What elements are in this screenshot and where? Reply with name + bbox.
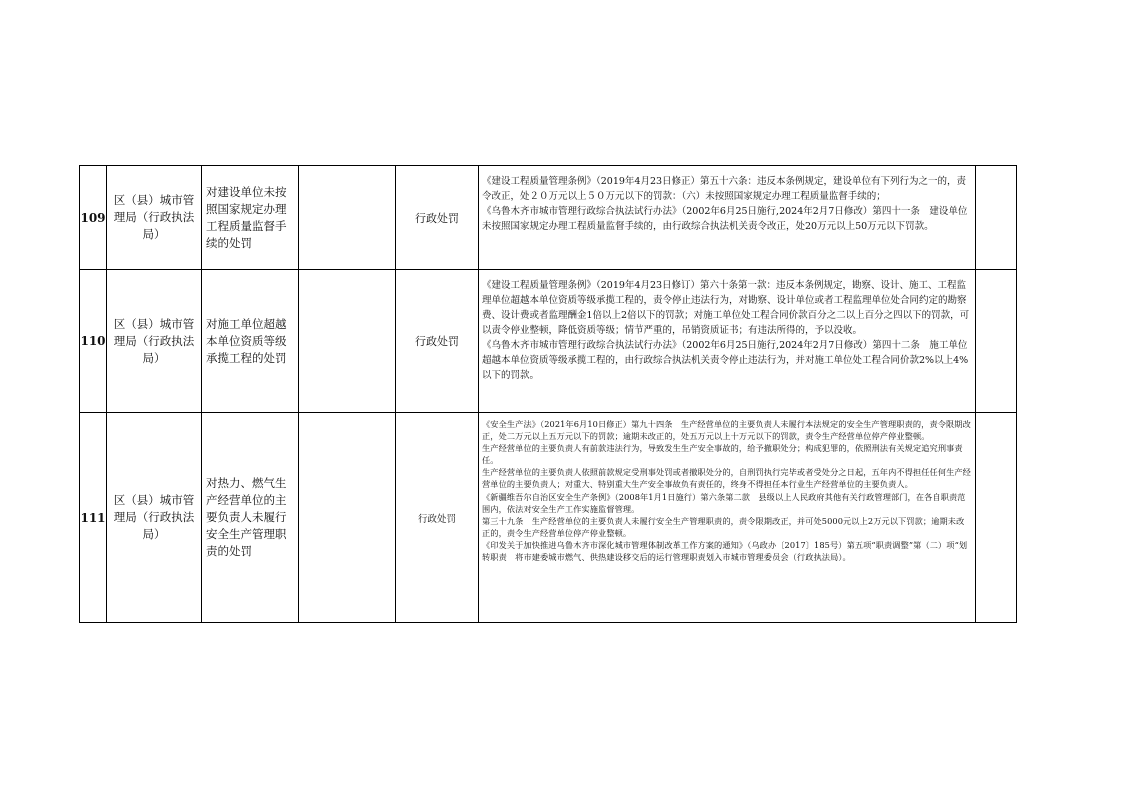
item-name: 对热力、燃气生产经营单位的主要负责人未履行安全生产管理职责的处罚 [202,413,299,623]
row-number: 109 [80,166,107,270]
item-name: 对施工单位超越本单位资质等级承揽工程的处罚 [202,270,299,413]
table-row [80,413,1017,623]
basis-paragraph: 《建设工程质量管理条例》（2019年4月23日修订）第六十条第一款：违反本条例规定，勘察、设计、施工、工程监理单位超越本单位资质等级承揽工程的，责令停止违法行为，对勘察、设计单位或者工程监理单位处合同约定的勘察费、设计费或者监理酬金1倍以上2倍以下的罚款；对施工单位处工程合同价款百分之二以上百分之四以下的罚款，可以责令停业整顿，降低资质等级；情节严重的，吊销资质证书；有违法所得的，予以没收。 [482,280,970,336]
remark-cell [976,413,1017,623]
implementing-department: 区（县）城市管理局（行政执法局） [107,166,202,270]
basis-paragraph: 《建设工程质量管理条例》（2019年4月23日修正）第五十六条：违反本条例规定，建设单位有下列行为之一的，责令改正，处２０万元以上５０万元以下的罚款：（六）未按照国家规定办理工程质量监督手续的； [482,176,967,202]
basis-paragraph: 《新疆维吾尔自治区安全生产条例》（2008年1月1日施行）第六条第二款 县级以上人民政府其他有关行政管理部门，在各自职责范围内，依法对安全生产工作实施监督管理。 [482,491,966,514]
enforcement-items-table [79,165,1017,623]
basis-paragraph: 《安全生产法》（2021年6月10日修正）第九十四条 生产经营单位的主要负责人未履行本法规定的安全生产管理职责的，责令限期改正，处二万元以上五万元以下的罚款；逾期未改正的，处五万元以上十万元以下的罚款，责令生产经营单位停产停业整顿。 [482,419,971,442]
subitem-cell [299,270,396,413]
basis-paragraph: 《乌鲁木齐市城市管理行政综合执法试行办法》（2002年6月25日施行,2024年2月7日修改）第四十二条 施工单位超越本单位资质等级承揽工程的，由行政综合执法机关责令停止违法行为，并对施工单位处工程合同价款2%以上4%以下的罚款。 [482,340,969,381]
row-number: 110 [80,270,107,413]
power-type: 行政处罚 [396,166,479,270]
basis-paragraph: 《乌鲁木齐市城市管理行政综合执法试行办法》（2002年6月25日施行,2024年2月7日修改）第四十一条 建设单位未按照国家规定办理工程质量监督手续的，由行政综合执法机关责令改正，处20万元以上50万元以下罚款。 [482,206,968,232]
power-type: 行政处罚 [396,270,479,413]
implementing-department: 区（县）城市管理局（行政执法局） [107,270,202,413]
basis-paragraph: 第三十九条 生产经营单位的主要负责人未履行安全生产管理职责的，责令限期改正，并可处5000元以上2万元以下罚款；逾期未改正的，责令生产经营单位停产停业整顿。 [482,515,965,538]
legal-basis [479,166,976,270]
legal-basis [479,413,976,623]
row-number: 111 [80,413,107,623]
item-name: 对建设单位未按照国家规定办理工程质量监督手续的处罚 [202,166,299,270]
basis-paragraph: 生产经营单位的主要负责人依照前款规定受刑事处罚或者撤职处分的，自刑罚执行完毕或者受处分之日起，五年内不得担任任何生产经营单位的主要负责人；对重大、特别重大生产安全事故负有责任的，终身不得担任本行业生产经营单位的主要负责人。 [482,467,971,490]
legal-basis [479,270,976,413]
power-type: 行政处罚 [396,413,479,623]
basis-paragraph: 生产经营单位的主要负责人有前款违法行为，导致发生生产安全事故的，给予撤职处分；构成犯罪的，依照刑法有关规定追究刑事责任。 [482,443,963,466]
subitem-cell [299,166,396,270]
remark-cell [976,270,1017,413]
basis-paragraph: 《印发关于加快推进乌鲁木齐市深化城市管理体制改革工作方案的通知》（乌政办〔2017〕185号）第五项“职责调整”第（二）项“划转职责 将市建委城市燃气、供热建设移交后的运行管理职责划入市城市管理委员会（行政执法局）。 [482,539,968,563]
table-row [80,270,1017,413]
remark-cell [976,166,1017,270]
implementing-department: 区（县）城市管理局（行政执法局） [107,413,202,623]
subitem-cell [299,413,396,623]
table-row [80,166,1017,270]
